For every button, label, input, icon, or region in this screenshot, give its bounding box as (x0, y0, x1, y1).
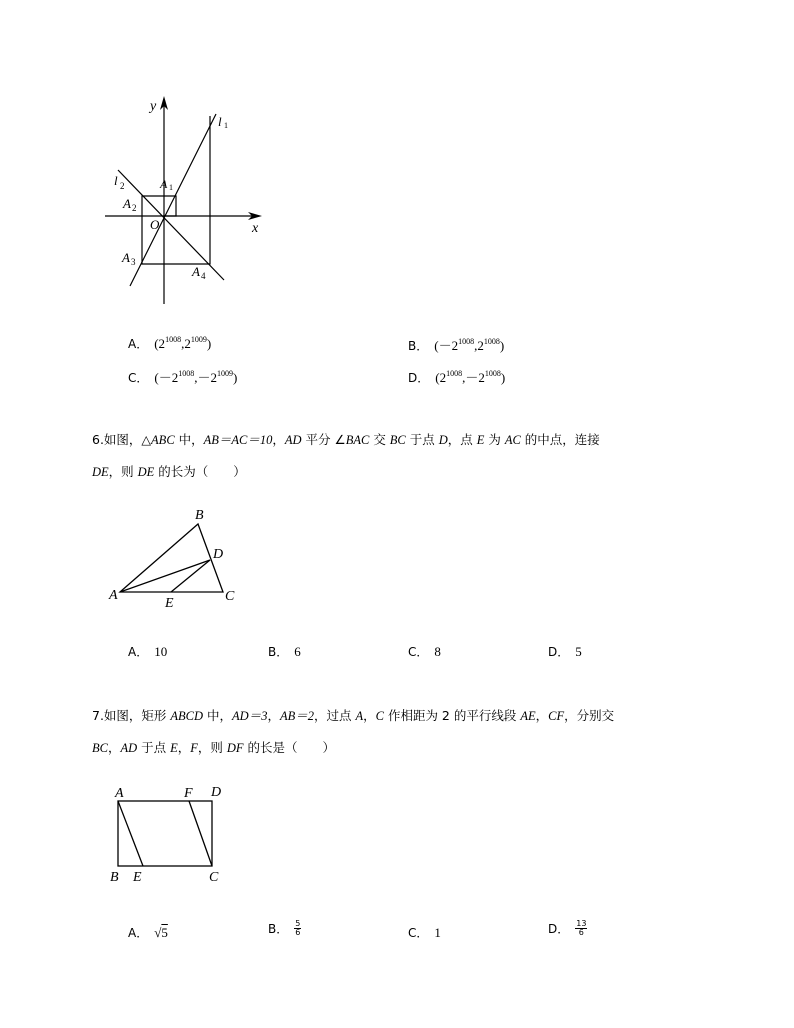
point-e-label: E (133, 870, 142, 885)
option-separator: , (474, 338, 478, 353)
segment-de (171, 560, 210, 592)
q6-option-c[interactable] (408, 643, 441, 660)
option-exponent: 1008 (458, 337, 475, 346)
math-var: A (355, 709, 364, 723)
option-exponent: 1008 (178, 369, 195, 378)
option-letter: A． (128, 337, 149, 351)
q5-coordinate-figure (100, 90, 280, 320)
option-value: 5 (575, 644, 582, 659)
numerator: 13 (576, 919, 587, 928)
q6-triangle-figure (105, 505, 245, 615)
q5-option-b[interactable] (408, 335, 504, 354)
option-letter: D． (548, 645, 570, 659)
math-var: D (438, 433, 448, 447)
option-value: 8 (434, 644, 441, 659)
math-var: AD (120, 741, 138, 755)
denominator: 6 (578, 928, 584, 937)
option-letter: C． (408, 645, 429, 659)
stem-text: ， (107, 740, 121, 755)
math-var: E (476, 433, 485, 447)
l1-sub: 1 (224, 121, 228, 130)
q6-option-d[interactable] (548, 643, 582, 660)
option-letter: D． (548, 922, 570, 936)
option-letter: D． (408, 371, 430, 385)
stem-text: ， (177, 740, 191, 755)
segment-cf (189, 801, 212, 866)
origin-label: O (150, 217, 160, 232)
a2-label: A (123, 196, 131, 211)
rectangle-abcd (118, 801, 212, 866)
vertex-c-label: C (209, 870, 219, 885)
a4-label: A (192, 264, 200, 279)
option-base: 2 (477, 338, 484, 353)
option-separator: ,－ (194, 370, 211, 385)
point-e-label: E (165, 596, 174, 611)
a1-sub: 1 (169, 183, 173, 192)
segment-ae (118, 801, 143, 866)
stem-text: 6.如图，△ (92, 432, 152, 447)
stem-text: ，则 (197, 740, 227, 755)
vertex-b-label: B (195, 508, 204, 523)
vertex-a-label: A (109, 588, 118, 603)
option-exponent: 1008 (484, 369, 501, 378)
option-base: (－2 (154, 370, 179, 385)
option-separator: ,－ (462, 370, 479, 385)
stem-text: 为 (484, 432, 505, 447)
segment-ad (120, 560, 210, 592)
math-var: DF (226, 741, 244, 755)
stem-text: 作相距为 2 的平行线段 (383, 708, 521, 723)
q5-option-c[interactable] (128, 367, 237, 386)
a4-sub: 4 (201, 271, 206, 281)
l2-sub: 2 (120, 181, 125, 191)
stem-text: ， (272, 432, 285, 447)
option-value: 1 (434, 925, 441, 940)
q6-option-b[interactable] (268, 643, 301, 660)
math-var: DE (92, 465, 109, 479)
option-letter: B． (268, 645, 289, 659)
option-exponent: 1008 (446, 369, 463, 378)
math-var: AC (504, 433, 521, 447)
stem-text: 的长是（ ） (243, 740, 336, 755)
stem-text: 7.如图，矩形 (92, 708, 171, 723)
stem-text: 的长为（ ） (154, 464, 246, 479)
option-exponent: 1009 (190, 335, 207, 344)
denominator: 6 (295, 928, 301, 937)
q7-rectangle-figure (105, 780, 235, 890)
a2-sub: 2 (132, 203, 137, 213)
option-base: (－2 (434, 338, 459, 353)
stem-text: 中， (203, 708, 233, 723)
option-close: ) (499, 338, 505, 353)
option-base: 2 (184, 336, 191, 351)
stem-text: 的中点，连接 (520, 432, 600, 447)
a3-sub: 3 (131, 257, 136, 267)
option-exponent: 1008 (165, 335, 182, 344)
math-var: BAC (345, 433, 370, 447)
option-letter: A． (128, 645, 149, 659)
vertex-d-label: D (211, 785, 222, 800)
q6-stem-line2 (92, 462, 246, 480)
stem-text: ， (535, 708, 549, 723)
l1-label: l (218, 114, 222, 129)
math-expr: AB＝AC＝10 (203, 433, 273, 447)
option-letter: C． (408, 926, 429, 940)
q6-stem-line1 (92, 430, 600, 448)
option-exponent: 1009 (217, 369, 233, 378)
q7-option-b[interactable] (268, 920, 301, 937)
point-d-label: D (213, 547, 224, 562)
radicand: 5 (161, 925, 168, 940)
math-var: C (375, 709, 384, 723)
stem-text: ，点 (447, 432, 477, 447)
math-var: ABCD (170, 709, 204, 723)
math-var: BC (92, 741, 108, 755)
option-value: 6 (294, 644, 301, 659)
option-base: (2 (154, 336, 166, 351)
option-exponent: 1008 (483, 337, 500, 346)
a3-label: A (122, 250, 130, 265)
q7-stem-line1 (92, 706, 614, 724)
stem-text: 平分 ∠ (301, 432, 346, 447)
y-axis-label: y (150, 99, 157, 114)
option-letter: B． (408, 339, 429, 353)
math-var: AE (520, 709, 536, 723)
option-close: ) (206, 336, 212, 351)
option-close: ) (500, 370, 506, 385)
stem-text: 于点 (405, 432, 439, 447)
math-var: DE (137, 465, 155, 479)
q7-option-a[interactable] (128, 924, 168, 941)
stem-text: ，分别交 (564, 708, 615, 723)
math-var: F (190, 741, 198, 755)
math-var: ABC (151, 433, 175, 447)
option-base: (2 (435, 370, 447, 385)
vertex-c-label: C (225, 589, 235, 604)
q7-option-c[interactable] (408, 924, 441, 941)
q7-stem-line2 (92, 738, 335, 756)
x-axis-label: x (252, 221, 259, 236)
stem-text: 交 (369, 432, 390, 447)
option-separator: , (181, 336, 185, 351)
stem-text: 于点 (137, 740, 171, 755)
option-letter: A． (128, 926, 149, 940)
stem-text: ，则 (108, 464, 138, 479)
math-var: E (170, 741, 178, 755)
q5-option-d[interactable] (408, 367, 505, 386)
option-base: 2 (478, 370, 485, 385)
stem-text: ， (363, 708, 376, 723)
option-letter: C． (128, 371, 149, 385)
math-var: BC (389, 433, 406, 447)
q5-option-a[interactable] (128, 335, 211, 352)
stem-text: ， (267, 708, 280, 723)
line-l1 (130, 114, 216, 286)
stem-text: ，过点 (314, 708, 356, 723)
sqrt-sign: √ (154, 925, 162, 940)
q7-option-d[interactable] (548, 920, 587, 937)
math-var: CF (548, 709, 565, 723)
option-letter: B． (268, 922, 289, 936)
option-base: 2 (210, 370, 217, 385)
math-var: AD (284, 433, 302, 447)
option-value: 10 (154, 644, 168, 659)
l2-label: l (114, 173, 118, 188)
numerator: 5 (295, 919, 301, 928)
triangle-abc (120, 524, 223, 592)
math-expr: AD＝3 (232, 709, 268, 723)
option-close: ) (233, 370, 238, 385)
fraction (575, 920, 587, 937)
point-f-label: F (184, 786, 193, 801)
math-expr: AB＝2 (279, 709, 314, 723)
q6-option-a[interactable] (128, 643, 167, 660)
stem-text: 中， (174, 432, 204, 447)
a1-label: A (160, 177, 168, 191)
vertex-b-label: B (110, 870, 119, 885)
fraction (294, 920, 301, 937)
vertex-a-label: A (115, 786, 124, 801)
